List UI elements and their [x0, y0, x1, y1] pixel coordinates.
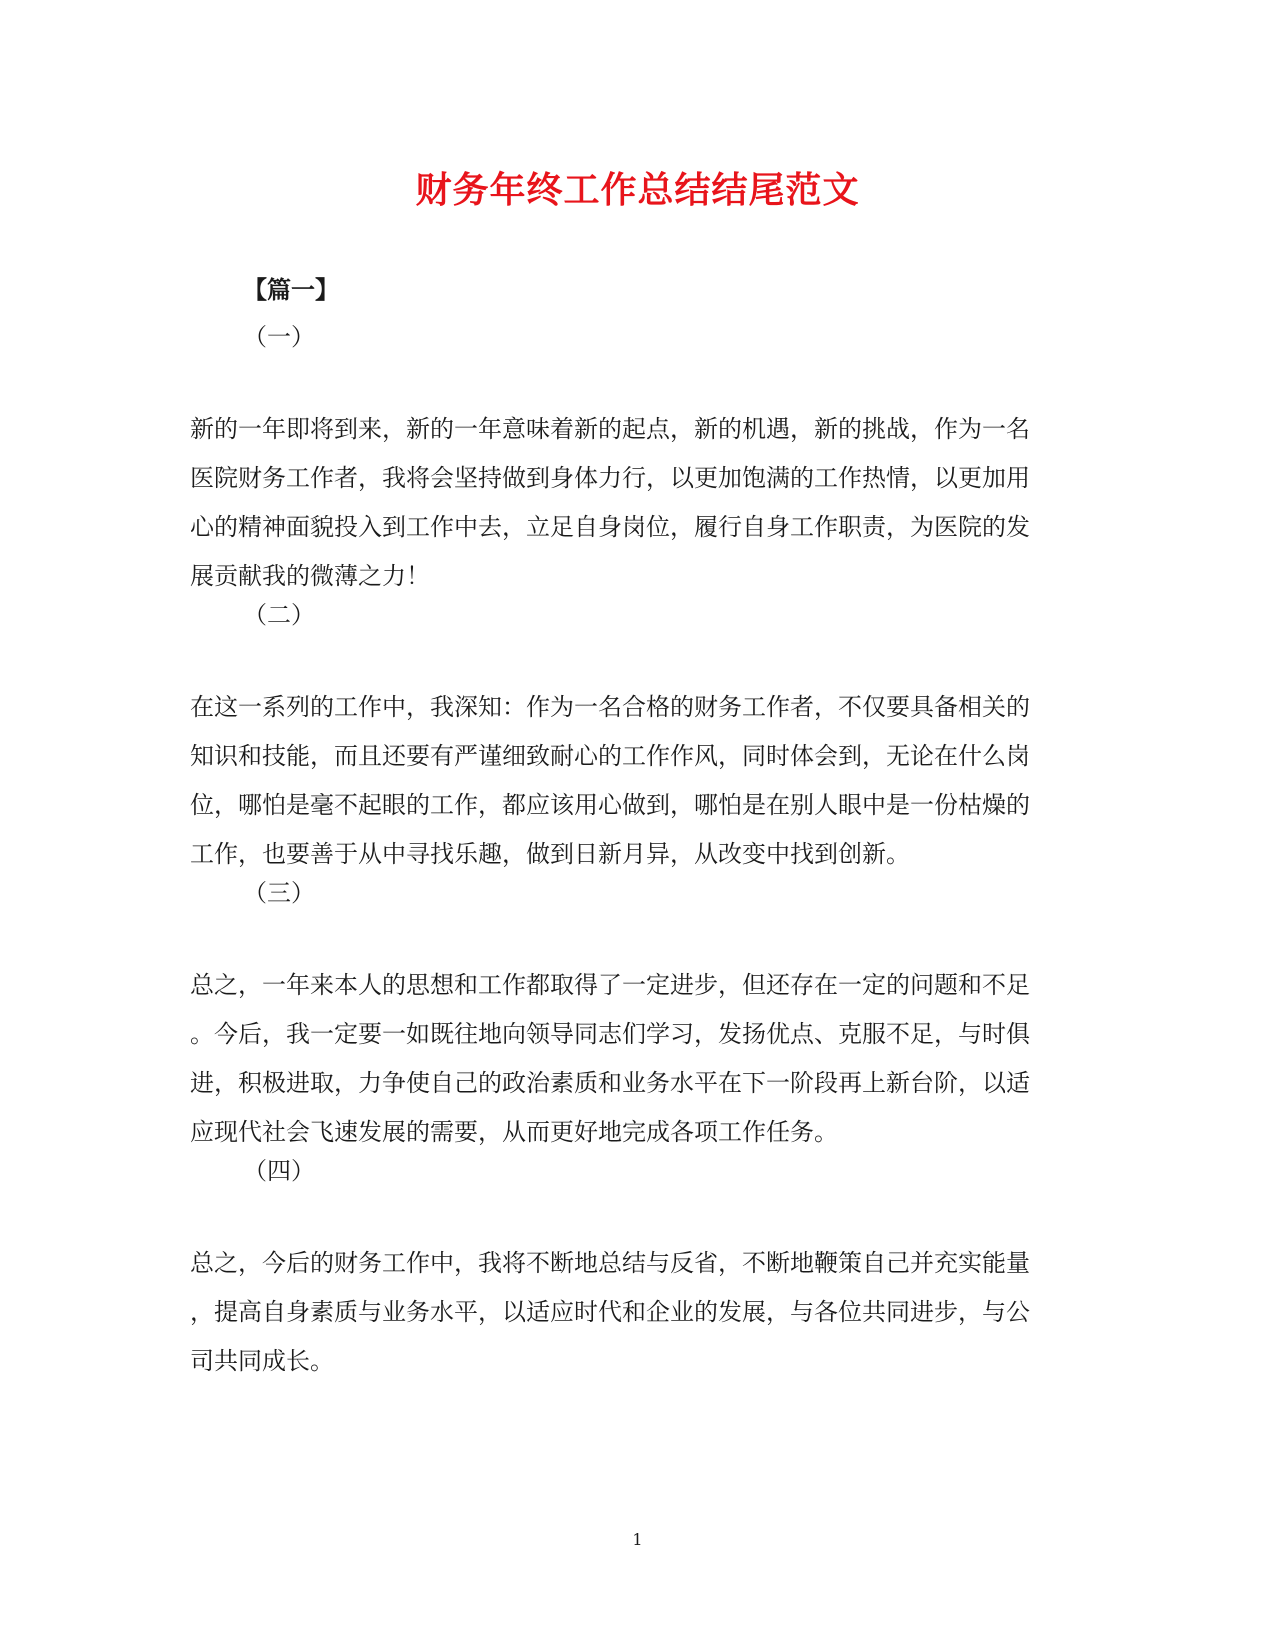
section-heading: 【篇一】 — [243, 275, 339, 304]
paragraph-line: 应现代社会飞速发展的需要，从而更好地完成各项工作任务。 — [190, 1118, 838, 1146]
paragraph-3 — [190, 961, 1070, 1157]
section-label-4: （四） — [243, 1157, 315, 1185]
paragraph-line: 总之，今后的财务工作中，我将不断地总结与反省，不断地鞭策自己并充实能量 — [190, 1249, 1030, 1277]
section-label-1: （一） — [243, 323, 315, 351]
section-label-2: （二） — [243, 601, 315, 629]
paragraph-line: 进，积极进取，力争使自己的政治素质和业务水平在下一阶段再上新台阶，以适 — [190, 1069, 1030, 1097]
paragraph-line: 医院财务工作者，我将会坚持做到身体力行，以更加饱满的工作热情，以更加用 — [190, 464, 1030, 492]
paragraph-line: 工作，也要善于从中寻找乐趣，做到日新月异，从改变中找到创新。 — [190, 840, 910, 868]
paragraph-line: 知识和技能，而且还要有严谨细致耐心的工作作风，同时体会到，无论在什么岗 — [190, 742, 1030, 770]
paragraph-line: 在这一系列的工作中，我深知：作为一名合格的财务工作者，不仅要具备相关的 — [190, 693, 1030, 721]
paragraph-4 — [190, 1239, 1070, 1386]
section-label-3: （三） — [243, 879, 315, 907]
paragraph-line: 新的一年即将到来，新的一年意味着新的起点，新的机遇，新的挑战，作为一名 — [190, 415, 1030, 443]
document-title: 财务年终工作总结结尾范文 — [415, 169, 860, 211]
paragraph-line: 。今后，我一定要一如既往地向领导同志们学习，发扬优点、克服不足，与时俱 — [190, 1020, 1030, 1048]
paragraph-1 — [190, 405, 1070, 601]
paragraph-line: ，提高自身素质与业务水平，以适应时代和企业的发展，与各位共同进步，与公 — [190, 1298, 1030, 1326]
paragraph-line: 司共同成长。 — [190, 1347, 334, 1375]
paragraph-line: 展贡献我的微薄之力！ — [190, 562, 430, 590]
paragraph-line: 总之，一年来本人的思想和工作都取得了一定进步，但还存在一定的问题和不足 — [190, 971, 1030, 999]
paragraph-2 — [190, 683, 1070, 879]
page-number: 1 — [632, 1530, 643, 1549]
paragraph-line: 心的精神面貌投入到工作中去，立足自身岗位，履行自身工作职责，为医院的发 — [190, 513, 1030, 541]
paragraph-line: 位，哪怕是毫不起眼的工作，都应该用心做到，哪怕是在别人眼中是一份枯燥的 — [190, 791, 1030, 819]
